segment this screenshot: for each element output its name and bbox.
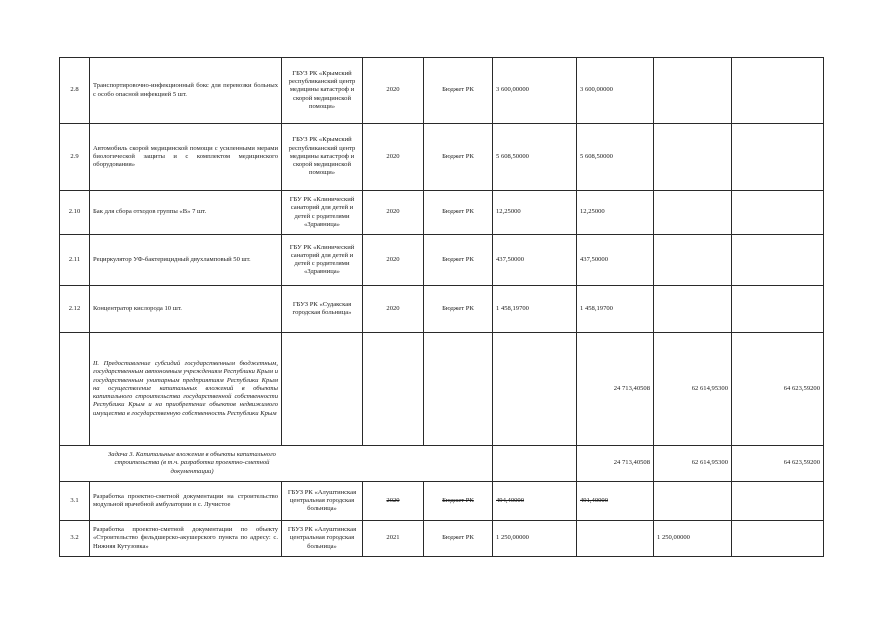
row-name: Транспортировочно-инфекционный бокс для перевозки больных с особо опасной инфекцией 5 шт. (90, 58, 282, 124)
row-number: 3.2 (60, 521, 90, 557)
row-source: Бюджет РК (424, 286, 493, 333)
row-year: 2020 (363, 235, 424, 286)
row-executor: ГБУ РК «Клинический санаторий для детей и детей с родителями «Здравница» (282, 235, 363, 286)
row-amount-2021: 1 250,00000 (654, 521, 732, 557)
row-amount-2021 (654, 124, 732, 191)
section-row (60, 333, 824, 446)
row-executor: ГБУЗ РК «Судакская городская больница» (282, 286, 363, 333)
section-title: II. Предоставление субсидий государственным бюджетным, государственным автономным учреждениям Республики Крым и государственным унитарным предприятиям Республики Крым на осуществление капитальных вложений в объекты капитального строительства государственной собственности Республики Крым и на приобретение объектов недвижимого имущества в государственную собственность Республики Крым (90, 333, 282, 446)
row-amount-2020: 1 458,19700 (577, 286, 654, 333)
row-amount-2021 (654, 58, 732, 124)
row-source: Бюджет РК (424, 124, 493, 191)
row-amount-2022 (732, 124, 824, 191)
table-row (60, 124, 824, 191)
row-amount-2020: 12,25000 (577, 191, 654, 235)
row-executor: ГБУЗ РК «Алуштинская центральная городская больница» (282, 482, 363, 521)
row-amount-2021 (654, 191, 732, 235)
row-source: Бюджет РК (424, 521, 493, 557)
row-amount-2021 (654, 235, 732, 286)
row-amount-2020: 3 600,00000 (577, 58, 654, 124)
row-source: Бюджет РК (424, 58, 493, 124)
task-row (60, 446, 824, 482)
row-name: Рециркулятор УФ-бактерицидный двухламповый 50 шт. (90, 235, 282, 286)
row-executor: ГБУ РК «Клинический санаторий для детей и детей с родителями «Здравница» (282, 191, 363, 235)
row-amount-2020: 491,40000 (577, 482, 654, 521)
task-amount-2020: 24 713,40508 (577, 446, 654, 482)
row-amount: 12,25000 (493, 191, 577, 235)
row-source: Бюджет РК (424, 235, 493, 286)
table-row (60, 191, 824, 235)
row-amount: 494,40000 (493, 482, 577, 521)
row-name: Разработка проектно-сметной документации по объекту «Строительство фельдшерско-акушерского пункта по адресу: с. Нижняя Кутузовка» (90, 521, 282, 557)
section-amount (493, 333, 577, 446)
row-number: 2.12 (60, 286, 90, 333)
table-row (60, 286, 824, 333)
row-year: 2020 (363, 286, 424, 333)
row-name: Автомобиль скорой медицинской помощи с усиленными мерами биологической защиты и с комплектом медицинского оборудования» (90, 124, 282, 191)
row-year: 2020 (363, 191, 424, 235)
row-number: 3.1 (60, 482, 90, 521)
row-number: 2.10 (60, 191, 90, 235)
table-row (60, 235, 824, 286)
table-row (60, 482, 824, 521)
row-source: Бюджет РК (424, 482, 493, 521)
row-name: Концентратор кислорода 10 шт. (90, 286, 282, 333)
row-year: 2021 (363, 521, 424, 557)
section-amount-2021: 62 614,95300 (654, 333, 732, 446)
row-amount: 5 608,50000 (493, 124, 577, 191)
table-row (60, 58, 824, 124)
row-amount-2020: 5 608,50000 (577, 124, 654, 191)
row-amount-2022 (732, 286, 824, 333)
row-amount-2020 (577, 521, 654, 557)
row-amount-2020: 437,50000 (577, 235, 654, 286)
row-number (60, 333, 90, 446)
section-amount-2022: 64 623,59200 (732, 333, 824, 446)
row-amount-2021 (654, 286, 732, 333)
row-amount: 1 458,19700 (493, 286, 577, 333)
program-table (59, 57, 824, 557)
row-amount: 3 600,00000 (493, 58, 577, 124)
row-number: 2.9 (60, 124, 90, 191)
task-amount-2021: 62 614,95300 (654, 446, 732, 482)
row-number: 2.11 (60, 235, 90, 286)
task-title: Задача 3. Капитальные вложения в объекты капитального строительства (в т.ч. разработка проектно-сметной документации) (60, 446, 493, 482)
row-amount-2021 (654, 482, 732, 521)
row-number: 2.8 (60, 58, 90, 124)
row-amount: 437,50000 (493, 235, 577, 286)
row-executor: ГБУЗ РК «Алуштинская центральная городская больница» (282, 521, 363, 557)
row-amount-2022 (732, 191, 824, 235)
row-executor: ГБУЗ РК «Крымский республиканский центр медицины катастроф и скорой медицинской помощи» (282, 124, 363, 191)
row-source: Бюджет РК (424, 191, 493, 235)
row-year: 2020 (363, 482, 424, 521)
row-amount-2022 (732, 235, 824, 286)
row-executor: ГБУЗ РК «Крымский республиканский центр медицины катастроф и скорой медицинской помощи» (282, 58, 363, 124)
row-year: 2020 (363, 124, 424, 191)
table-row (60, 521, 824, 557)
row-year: 2020 (363, 58, 424, 124)
row-amount-2022 (732, 58, 824, 124)
row-amount: 1 250,00000 (493, 521, 577, 557)
row-amount-2022 (732, 482, 824, 521)
task-amount-2022: 64 623,59200 (732, 446, 824, 482)
section-amount-2020: 24 713,40508 (577, 333, 654, 446)
row-name: Бак для сбора отходов группы «В» 7 шт. (90, 191, 282, 235)
row-amount-2022 (732, 521, 824, 557)
row-name: Разработка проектно-сметной документации на строительство модульной врачебной амбулатории в с. Лучистое (90, 482, 282, 521)
task-amount (493, 446, 577, 482)
